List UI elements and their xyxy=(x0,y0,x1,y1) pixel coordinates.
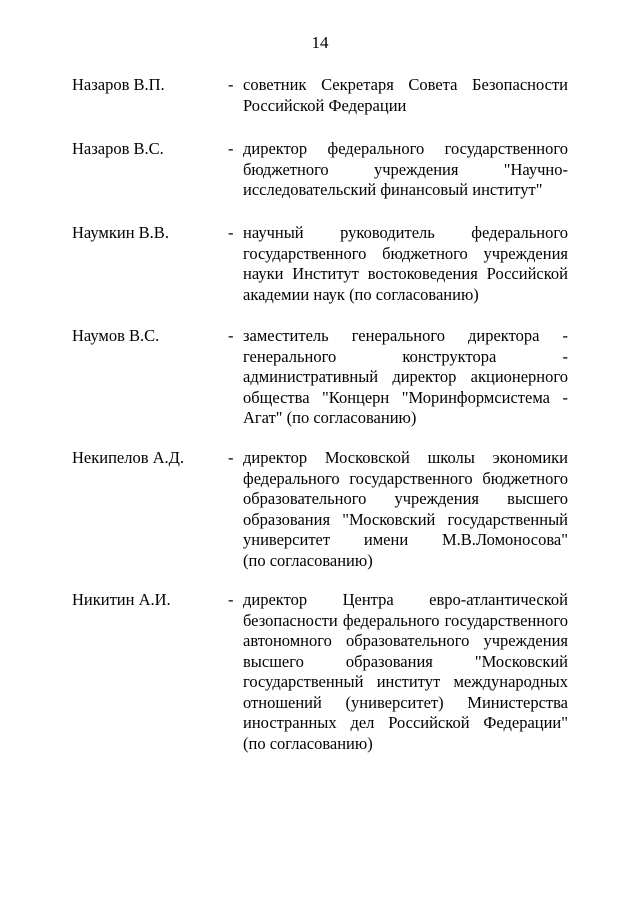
position-text xyxy=(243,139,568,201)
position-line: образования "Московский государственный xyxy=(243,509,568,529)
position-line: Российской Федерации xyxy=(243,95,407,115)
position-text xyxy=(243,448,568,571)
position-text xyxy=(243,326,568,429)
position-line: директор Московской школы экономики xyxy=(243,448,568,467)
person-name: Наумов В.С. xyxy=(72,326,160,345)
position-line: Агат" (по согласованию) xyxy=(243,408,417,427)
position-line: научный руководитель федерального xyxy=(243,223,568,242)
position-line: (по согласованию) xyxy=(243,733,373,753)
person-name: Никитин А.И. xyxy=(72,590,171,609)
position-line: директор Центра евро-атлантической xyxy=(243,590,568,609)
person-name: Назаров В.П. xyxy=(72,75,165,94)
position-line: безопасности федерального государственного xyxy=(243,610,568,630)
position-line: директор федерального государственного xyxy=(243,139,568,158)
position-line: федерального государственного бюджетного xyxy=(243,468,568,488)
position-line: образовательного учреждения высшего xyxy=(243,489,568,508)
position-text xyxy=(243,590,568,754)
dash-separator: - xyxy=(228,590,234,609)
position-line: академии наук (по согласованию) xyxy=(243,284,479,304)
person-name: Наумкин В.В. xyxy=(72,223,169,242)
person-name: Некипелов А.Д. xyxy=(72,448,185,467)
person-name: Назаров В.С. xyxy=(72,139,164,158)
position-line: генерального конструктора - xyxy=(243,346,568,366)
position-line: заместитель генерального директора - xyxy=(243,326,568,345)
position-line: административный директор акционерного xyxy=(243,367,568,386)
page-number: 14 xyxy=(311,33,329,52)
position-text xyxy=(243,75,568,116)
position-line: государственного бюджетного учреждения xyxy=(243,243,568,263)
position-line: высшего образования "Московский xyxy=(243,651,568,671)
dash-separator: - xyxy=(228,448,234,467)
position-text xyxy=(243,223,568,305)
position-line: иностранных дел Российской Федерации" xyxy=(243,713,568,732)
position-line: автономного образовательного учреждения xyxy=(243,631,568,650)
position-line: исследовательский финансовый институт" xyxy=(243,180,543,199)
position-line: советник Секретаря Совета Безопасности xyxy=(243,75,568,94)
dash-separator: - xyxy=(228,139,234,158)
dash-separator: - xyxy=(228,326,234,345)
position-line: университет имени М.В.Ломоносова" xyxy=(243,530,568,549)
position-line: общества "Концерн "Моринформсистема - xyxy=(243,387,568,407)
dash-separator: - xyxy=(228,75,234,94)
position-line: отношений (университет) Министерства xyxy=(243,692,568,712)
position-line: бюджетного учреждения "Научно- xyxy=(243,159,568,179)
position-line: науки Институт востоковедения Российской xyxy=(243,264,568,283)
position-line: государственный институт международных xyxy=(243,672,568,691)
position-line: (по согласованию) xyxy=(243,550,373,570)
dash-separator: - xyxy=(228,223,234,242)
